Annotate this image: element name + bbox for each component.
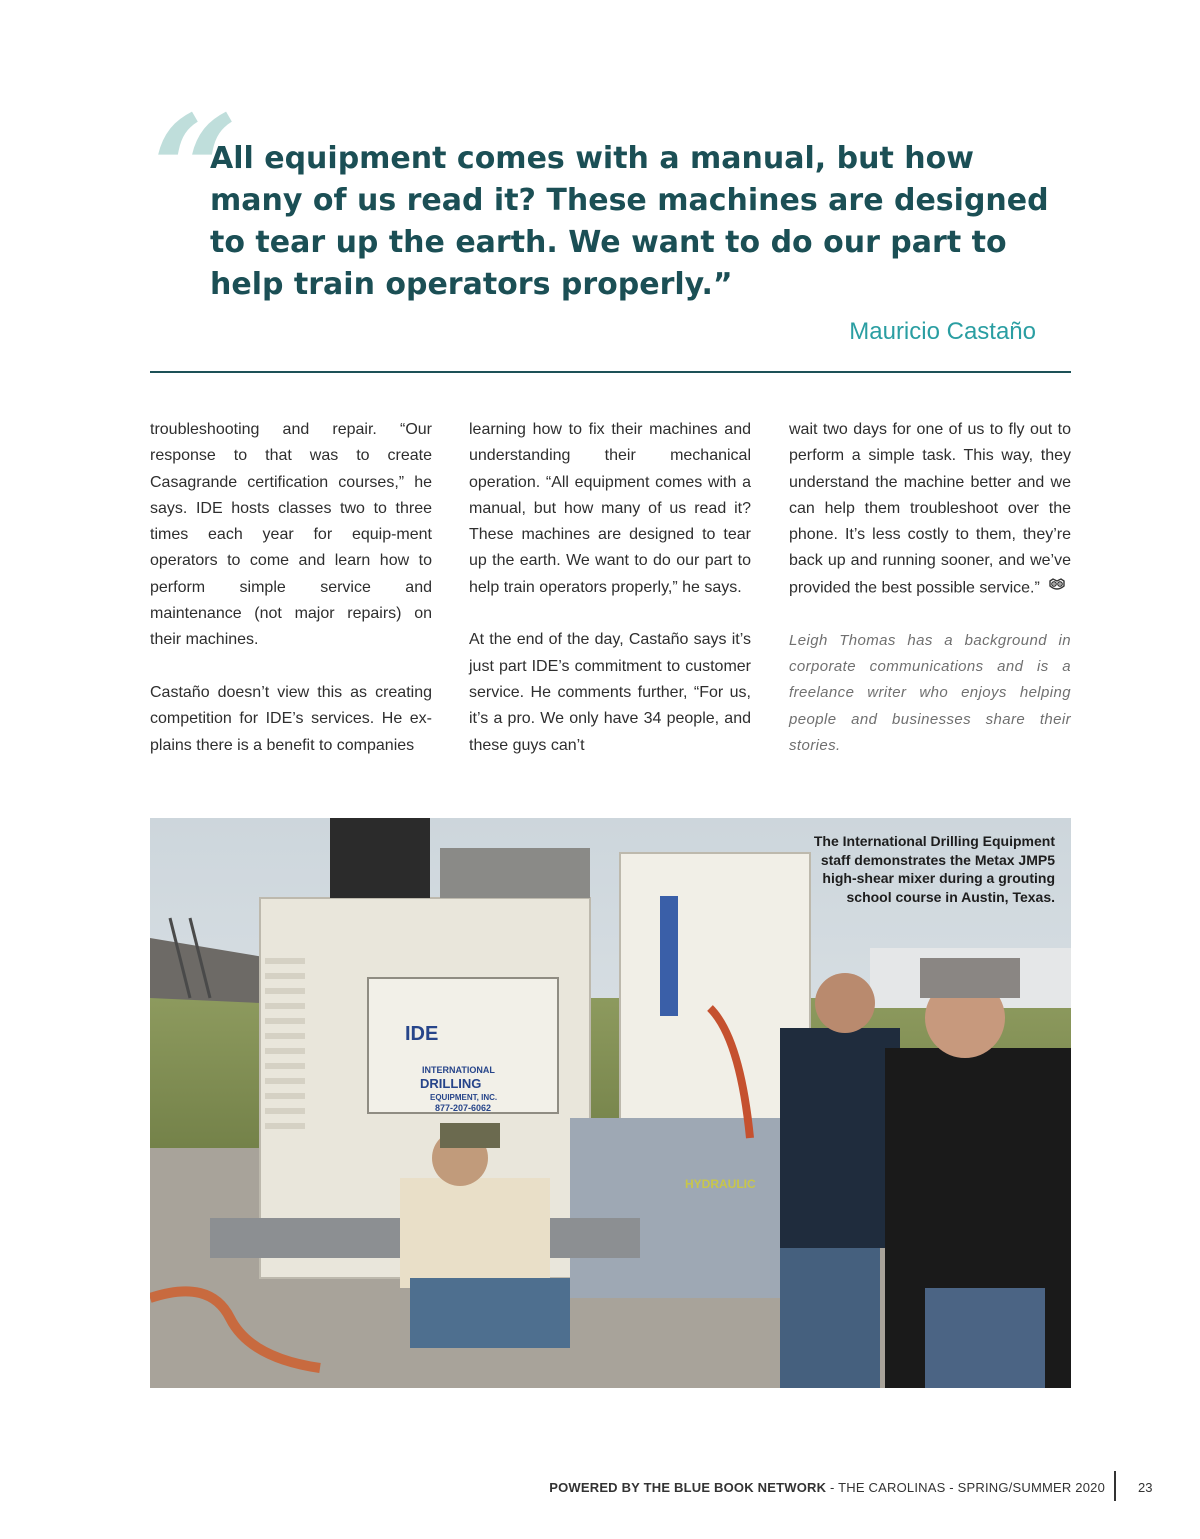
machine-logo-text: IDE (405, 1023, 439, 1045)
paragraph-text: wait two days for one of us to fly out to perform a simple task. This way, they understand the machine better and we can help them troubleshoot over the phone. It’s less costly to them, they’re back up and running sooner, and we’ve provided the best possible service.” (789, 421, 1071, 597)
owl-end-mark-icon (1048, 575, 1066, 601)
article-column-2 (469, 417, 751, 759)
pull-quote: All equipment comes with a manual, but how many of us read it? These machines are designed to tear up the earth. We want to do our part to help train operators properly.” (210, 141, 1049, 302)
equipment-photo (150, 818, 1071, 1388)
article-column-3 (789, 417, 1071, 759)
paragraph: At the end of the day, Castaño says it’s just part IDE’s commitment to customer service. He comments further, “For us, it’s a pro. We only have 34 people, and these guys can’t (469, 631, 751, 754)
section-divider (150, 371, 1071, 373)
machine-brand-line-3: EQUIPMENT, INC. (430, 1093, 498, 1102)
quote-attribution: Mauricio Castaño (849, 318, 1036, 345)
author-bio: Leigh Thomas has a background in corporate communications and is a freelance writer who enjoys helping people and businesses share their stories. (789, 631, 1071, 754)
paragraph: troubleshooting and repair. “Our response to that was to create Casagrande certification courses,” he says. IDE hosts classes two to three times each year for equip-ment operators to come and learn how to perform simple service and maintenance (not major repairs) on their machines. (150, 421, 432, 649)
article-column-1 (150, 417, 432, 759)
machine-phone-text: 877-207-6062 (435, 1103, 492, 1113)
paragraph: learning how to fix their machines and understanding their mechanical operation. “All equipment comes with a manual, but how many of us read it? These machines are designed to tear up the earth. We want to do our part to help train operators properly,” he says. (469, 421, 751, 596)
machine-hydraulic-label: HYDRAULIC (685, 1177, 756, 1191)
machine-brand-line-1: INTERNATIONAL (422, 1065, 495, 1075)
footer-issue: - THE CAROLINAS - SPRING/SUMMER 2020 (826, 1480, 1105, 1495)
footer-publication: POWERED BY THE BLUE BOOK NETWORK (549, 1480, 827, 1495)
page-number: 23 (1138, 1480, 1153, 1495)
photo-caption: The International Drilling Equipment staff demonstrates the Metax JMP5 high-shear mixer during a grouting school course in Austin, Texas. (813, 833, 1055, 905)
quotation-mark-icon: “ (152, 83, 239, 259)
paragraph: Castaño doesn’t view this as creating competition for IDE’s services. He ex-plains there is a benefit to companies (150, 683, 432, 754)
machine-brand-line-2: DRILLING (420, 1076, 482, 1091)
footer-divider (1114, 1471, 1116, 1501)
page-footer (549, 1480, 1105, 1495)
paragraph-end (789, 417, 1071, 601)
